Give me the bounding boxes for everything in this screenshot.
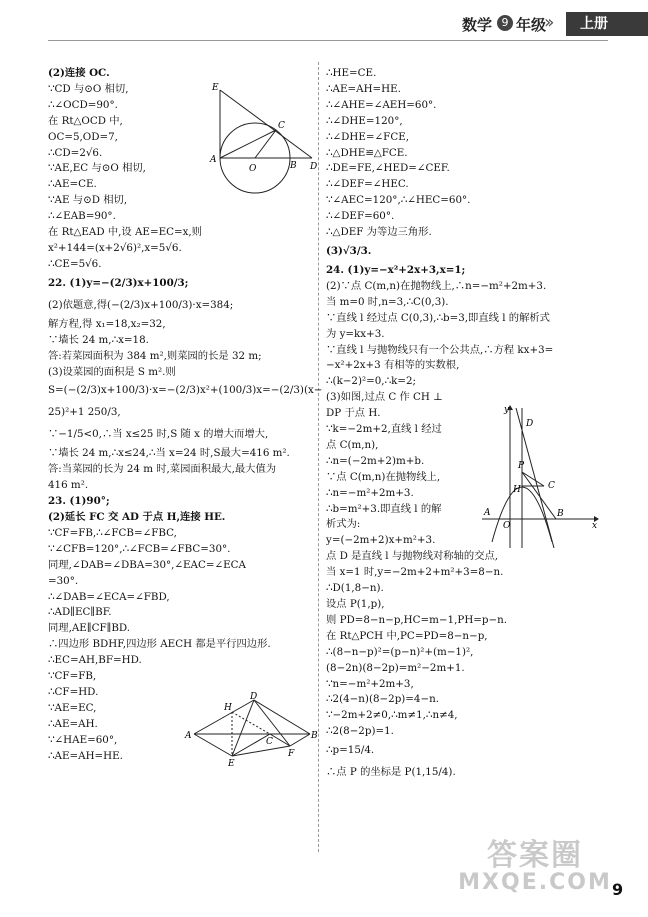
- text-line: 为 y=kx+3.: [326, 327, 385, 340]
- text-line: ∴D(1,8−n).: [326, 582, 384, 595]
- text-line: ∴CE=5√6.: [48, 257, 102, 270]
- text-line: (2)∵点 C(m,n)在抛物线上,∴n=−m²+2m+3.: [326, 279, 547, 292]
- text-line: ∴CF=HD.: [48, 686, 99, 698]
- page-number: 9: [612, 880, 624, 899]
- text-line: 答:当菜园的长为 24 m 时,菜园面积最大,最大值为: [48, 463, 277, 476]
- text-line: ∴EC=AH,BF=HD.: [48, 654, 142, 667]
- text-line: ∴(8−n−p)²=(p−n)²+(m−1)²,: [326, 645, 474, 658]
- text-line: 在 Rt△PCH 中,PC=PD=8−n−p,: [326, 629, 488, 642]
- fig2-line-fb: [290, 734, 310, 746]
- text-line: 点 D 是直线 l 与抛物线对称轴的交点,: [326, 550, 499, 563]
- fig2-line-de: [232, 700, 254, 756]
- fig3-label: P: [518, 461, 525, 471]
- fig3-line-pc: [522, 472, 544, 486]
- text-line: ∵CF=FB,∴∠FCB=∠FBC,: [48, 526, 177, 539]
- fig1-label: D: [310, 162, 318, 172]
- text-line: OC=5,OD=7,: [48, 130, 118, 143]
- figure-circle-tangent: [206, 78, 322, 206]
- text-line: 23. (1)90°;: [48, 495, 110, 508]
- text-line: (3)如图,过点 C 作 CH ⊥: [326, 391, 443, 404]
- fig3-label: O: [503, 521, 511, 531]
- text-line: ∴△DHE≌△FCE.: [326, 146, 408, 159]
- text-line: ∵k=−2m+2,直线 l 经过: [326, 423, 442, 436]
- fig2-line-hc: [232, 712, 270, 734]
- text-line: 则 PD=8−n−p,HC=m−1,PH=p−n.: [326, 613, 508, 626]
- text-line: ∴CD=2√6.: [48, 146, 103, 159]
- text-line: ∴2(8−2p)=1.: [326, 725, 394, 738]
- text-line: ∴AE=AH=HE.: [48, 749, 123, 762]
- header-subject: 数学: [462, 16, 493, 34]
- fig2-label: H: [224, 703, 232, 713]
- watermark-text: 答案圈: [487, 838, 583, 873]
- fig3-label: A: [484, 508, 491, 518]
- watermark-url: MXQE.COM: [458, 870, 612, 895]
- text-line: (2)延长 FC 交 AD 于点 H,连接 HE.: [48, 511, 226, 524]
- fig2-label: D: [250, 692, 258, 702]
- text-line: ∵CF=FB,: [48, 670, 97, 683]
- fig2-line-cf: [270, 734, 290, 746]
- text-line: 24. (1)y=−x²+2x+3,x=1;: [326, 263, 466, 276]
- text-line: x²+144=(x+2√6)²,x=5√6.: [48, 241, 182, 254]
- text-line: 析式为:: [326, 518, 361, 531]
- figure-parabola: [478, 402, 600, 550]
- fig3-label: y: [504, 405, 510, 415]
- fig1-line-ac: [220, 130, 276, 158]
- text-line: ∴∠DEF=60°.: [326, 210, 395, 223]
- text-line: 当 x=1 时,y=−2m+2+m²+3=8−n.: [326, 566, 504, 579]
- text-line: (2)依题意,得(−(2/3)x+100/3)·x=384;: [48, 298, 234, 311]
- fig1-label: O: [249, 164, 257, 174]
- text-line: ∵直线 l 与抛物线只有一个公共点,∴方程 kx+3=: [326, 343, 554, 356]
- text-line: ∴n=(−2m+2)m+b.: [326, 454, 425, 467]
- text-line: ∵−2m+2≠0,∴m≠1,∴n≠4,: [326, 709, 458, 722]
- text-line: 点 C(m,n),: [326, 438, 379, 451]
- fig2-label: B: [311, 731, 318, 741]
- text-line: (3)√3/3.: [326, 244, 372, 257]
- text-line: ∵AE 与⊙D 相切,: [48, 194, 128, 207]
- text-line: ∴DE=FE,∠HED=∠CEF.: [326, 162, 450, 175]
- text-line: ∴HE=CE.: [326, 67, 377, 79]
- text-line: ∵n=−m²+2m+3,: [326, 677, 414, 690]
- figure-triangles: [184, 692, 320, 768]
- text-line: 答:若菜园面积为 384 m²,则菜园的长是 32 m;: [48, 349, 262, 362]
- fig3-label: C: [548, 481, 555, 491]
- text-line: ∴点 P 的坐标是 P(1,15/4).: [326, 766, 456, 779]
- double-chevron-icon: ››: [544, 12, 551, 33]
- fig3-label: D: [526, 419, 534, 429]
- text-line: =30°.: [48, 574, 79, 587]
- text-line: ∵−1/5<0,∴当 x≤25 时,S 随 x 的增大而增大,: [48, 428, 269, 441]
- text-line: 在 Rt△OCD 中,: [48, 114, 123, 127]
- text-line: ∵直线 l 经过点 C(0,3),∴b=3,即直线 l 的解析式: [326, 311, 550, 324]
- text-line: ∴∠DEF=∠HEC.: [326, 178, 409, 191]
- text-line: 当 m=0 时,n=3,∴C(0,3).: [326, 295, 449, 308]
- text-line: ∵墙长 24 m,∴x≤24,∴当 x=24 时,S最大=416 m².: [48, 447, 290, 460]
- header-grade-word: 年级: [516, 16, 547, 34]
- text-line: ∵∠HAE=60°,: [48, 733, 118, 746]
- text-line: ∴∠DAB=∠ECA=∠FBD,: [48, 590, 170, 603]
- text-line: ∴△DEF 为等边三角形.: [326, 226, 432, 239]
- text-line: 同理,∠DAB=∠DBA=30°,∠EAC=∠ECA: [48, 558, 246, 571]
- fig1-label: E: [212, 83, 219, 93]
- text-line: ∵AE=EC,: [48, 701, 97, 714]
- text-line: −x²+2x+3 有相等的实数根,: [326, 359, 460, 372]
- fig3-line-pb: [522, 472, 556, 519]
- text-line: ∵AE,EC 与⊙O 相切,: [48, 162, 146, 175]
- fig1-line-ed: [220, 90, 312, 158]
- text-line: y=(−2m+2)x+m²+3.: [326, 534, 436, 547]
- fig2-label: E: [228, 759, 235, 768]
- text-line: (2)连接 OC.: [48, 67, 110, 79]
- text-line: 416 m².: [48, 479, 89, 492]
- text-line: ∴∠AHE=∠AEH=60°.: [326, 98, 437, 111]
- text-line: 25)²+1 250/3,: [48, 406, 121, 419]
- text-line: ∵∠CFB=120°,∴∠FCB=∠FBC=30°.: [48, 542, 231, 555]
- text-line: ∴∠EAB=90°.: [48, 210, 116, 223]
- text-line: ∴∠OCD=90°.: [48, 98, 118, 111]
- fig1-label: C: [278, 121, 285, 131]
- fig1-label: B: [290, 161, 297, 171]
- text-line: ∴(k−2)²=0,∴k=2;: [326, 375, 417, 388]
- text-line: ∴四边形 BDHF,四边形 AECH 都是平行四边形.: [48, 638, 271, 651]
- text-line: ∴p=15/4.: [326, 744, 375, 757]
- text-line: ∴∠DHE=120°,: [326, 114, 403, 127]
- fig2-label: F: [288, 749, 295, 759]
- page-header: [0, 0, 648, 44]
- header-volume-tab: 上册: [566, 12, 648, 36]
- text-line: ∵CD 与⊙O 相切,: [48, 82, 129, 95]
- text-line: ∴AE=CE.: [48, 178, 97, 191]
- text-line: S=(−(2/3)x+100/3)·x=−(2/3)x²+(100/3)x=−(2/3)(x−: [48, 384, 323, 397]
- text-line: ∵墙长 24 m,∴x=18.: [48, 333, 149, 346]
- watermark-logo: [450, 830, 620, 895]
- text-line: ∵∠AEC=120°,∴∠HEC=60°.: [326, 194, 471, 207]
- text-line: 设点 P(1,p),: [326, 598, 385, 610]
- text-line: 22. (1)y=−(2/3)x+100/3;: [48, 276, 189, 289]
- text-line: 解方程,得 x₁=18,x₂=32,: [48, 317, 166, 330]
- header-rule: [48, 40, 608, 41]
- text-line: ∴2(4−n)(8−2p)=4−n.: [326, 693, 440, 706]
- fig1-line-oc: [255, 130, 276, 158]
- fig1-label: A: [210, 155, 217, 165]
- text-line: ∴n=−m²+2m+3.: [326, 486, 414, 499]
- text-line: ∴∠DHE=∠FCE,: [326, 130, 409, 143]
- text-line: ∴AD∥EC∥BF.: [48, 606, 112, 619]
- text-line: ∴AE=AH=HE.: [326, 82, 401, 95]
- text-line: 同理,AE∥CF∥BD.: [48, 622, 131, 635]
- fig3-label: x: [592, 521, 598, 531]
- fig2-label: C: [266, 737, 273, 747]
- text-line: ∴AE=AH.: [48, 717, 98, 730]
- text-line: ∵点 C(m,n)在抛物线上,: [326, 470, 441, 483]
- text-line: 在 Rt△EAD 中,设 AE=EC=x,则: [48, 226, 202, 239]
- fig3-label: B: [557, 509, 564, 519]
- fig2-label: A: [185, 731, 192, 741]
- text-line: ∴b=m²+3.即直线 l 的解: [326, 502, 442, 515]
- text-line: (8−2n)(8−2p)=m²−2m+1.: [326, 661, 465, 674]
- text-line: DP 于点 H.: [326, 407, 381, 420]
- fig2-line-ae: [194, 734, 232, 756]
- fig2-line-db: [254, 700, 310, 734]
- fig3-label: H: [513, 485, 521, 495]
- text-line: (3)设菜园的面积是 S m².则: [48, 365, 176, 378]
- header-grade-badge: 9: [497, 15, 513, 31]
